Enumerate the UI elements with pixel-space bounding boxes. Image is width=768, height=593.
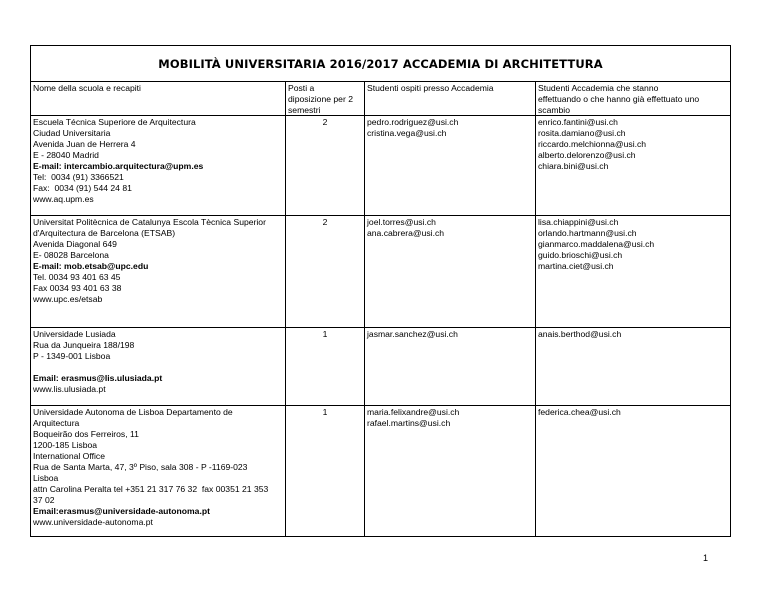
header-row xyxy=(31,82,730,116)
header-exchange-line: scambio xyxy=(538,105,570,115)
table-row xyxy=(31,116,730,216)
posts-cell: 2 xyxy=(286,116,365,215)
guests-cell: pedro.rodriguez@usi.ch cristina.vega@usi.ch xyxy=(365,116,536,215)
header-exchange xyxy=(536,82,730,115)
school-email: E-mail: mob.etsab@upc.edu xyxy=(33,261,149,271)
guests-cell: jasmar.sanchez@usi.ch xyxy=(365,328,536,405)
exchange-cell: enrico.fantini@usi.ch rosita.damiano@usi.ch riccardo.melchionna@usi.ch alberto.delorenzo@usi.ch chiara.bini@usi.ch xyxy=(538,117,647,171)
table-row xyxy=(31,328,730,406)
table-row xyxy=(31,216,730,328)
posts-cell: 1 xyxy=(286,406,365,536)
page-number: 1 xyxy=(703,553,709,563)
school-cell: Escuela Técnica Superiore de Arquitectura Ciudad Universitaria Avenida Juan de Herrera 4 E - 28040 Madrid E-mail: intercambio.arquitectura@upm.es Tel: 0034 (91) 3366521 Fax: 0034 (91) 544 24 81 www.aq.upm.es xyxy=(31,116,286,215)
table-row xyxy=(31,406,730,536)
table-body xyxy=(31,82,730,536)
header-posts-line: semestri xyxy=(288,105,321,115)
school-cell: Universidade Lusiada Rua da Junqueira 188/198 P - 1349-001 Lisboa Email: erasmus@lis.ulusiada.pt www.lis.ulusiada.pt xyxy=(31,328,286,405)
school-email: E-mail: intercambio.arquitectura@upm.es xyxy=(33,161,204,171)
guests-cell: joel.torres@usi.ch ana.cabrera@usi.ch xyxy=(365,216,536,327)
header-exchange-line: Studenti Accademia che stanno xyxy=(538,83,659,93)
header-posts xyxy=(286,82,365,115)
title-row xyxy=(31,46,730,82)
exchange-cell: federica.chea@usi.ch xyxy=(538,407,621,417)
exchange-cell: anais.berthod@usi.ch xyxy=(538,329,622,339)
document-title: MOBILITÀ UNIVERSITARIA 2016/2017 ACCADEMIA DI ARCHITETTURA xyxy=(158,56,603,71)
posts-cell: 2 xyxy=(286,216,365,327)
spacer xyxy=(33,362,283,373)
header-posts-line: diposizione per 2 xyxy=(288,94,353,104)
header-school: Nome della scuola e recapiti xyxy=(31,82,286,115)
posts-cell: 1 xyxy=(286,328,365,405)
school-email: Email: erasmus@lis.ulusiada.pt xyxy=(33,373,163,383)
school-email: Email:erasmus@universidade-autonoma.pt xyxy=(33,506,210,516)
header-guests: Studenti ospiti presso Accademia xyxy=(365,82,536,115)
school-cell: Universitat Politècnica de Catalunya Escola Tècnica Superior d'Arquitectura de Barcelona (ETSAB) Avenida Diagonal 649 E- 08028 Barcelona E-mail: mob.etsab@upc.edu Tel. 0034 93 401 63 45 Fax 0034 93 401 63 38 www.upc.es/etsab xyxy=(31,216,286,327)
document-table xyxy=(30,45,731,537)
exchange-cell: lisa.chiappini@usi.ch orlando.hartmann@usi.ch gianmarco.maddalena@usi.ch guido.brioschi@usi.ch martina.ciet@usi.ch xyxy=(538,217,655,271)
school-cell: Universidade Autonoma de Lisboa Departamento de Arquitectura Boqueirão dos Ferreiros, 11 1200-185 Lisboa International Office Rua de Santa Marta, 47, 3º Piso, sala 308 - P -1169-023 Lisboa attn Carolina Peralta tel +351 21 317 76 32 fax 00351 21 353 37 02 Email:erasmus@universidade-autonoma.pt www.universidade-autonoma.pt xyxy=(31,406,286,536)
header-exchange-line: effettuando o che hanno già effettuato uno xyxy=(538,94,700,104)
guests-cell: maria.felixandre@usi.ch rafael.martins@usi.ch xyxy=(365,406,536,536)
header-posts-line: Posti a xyxy=(288,83,315,93)
